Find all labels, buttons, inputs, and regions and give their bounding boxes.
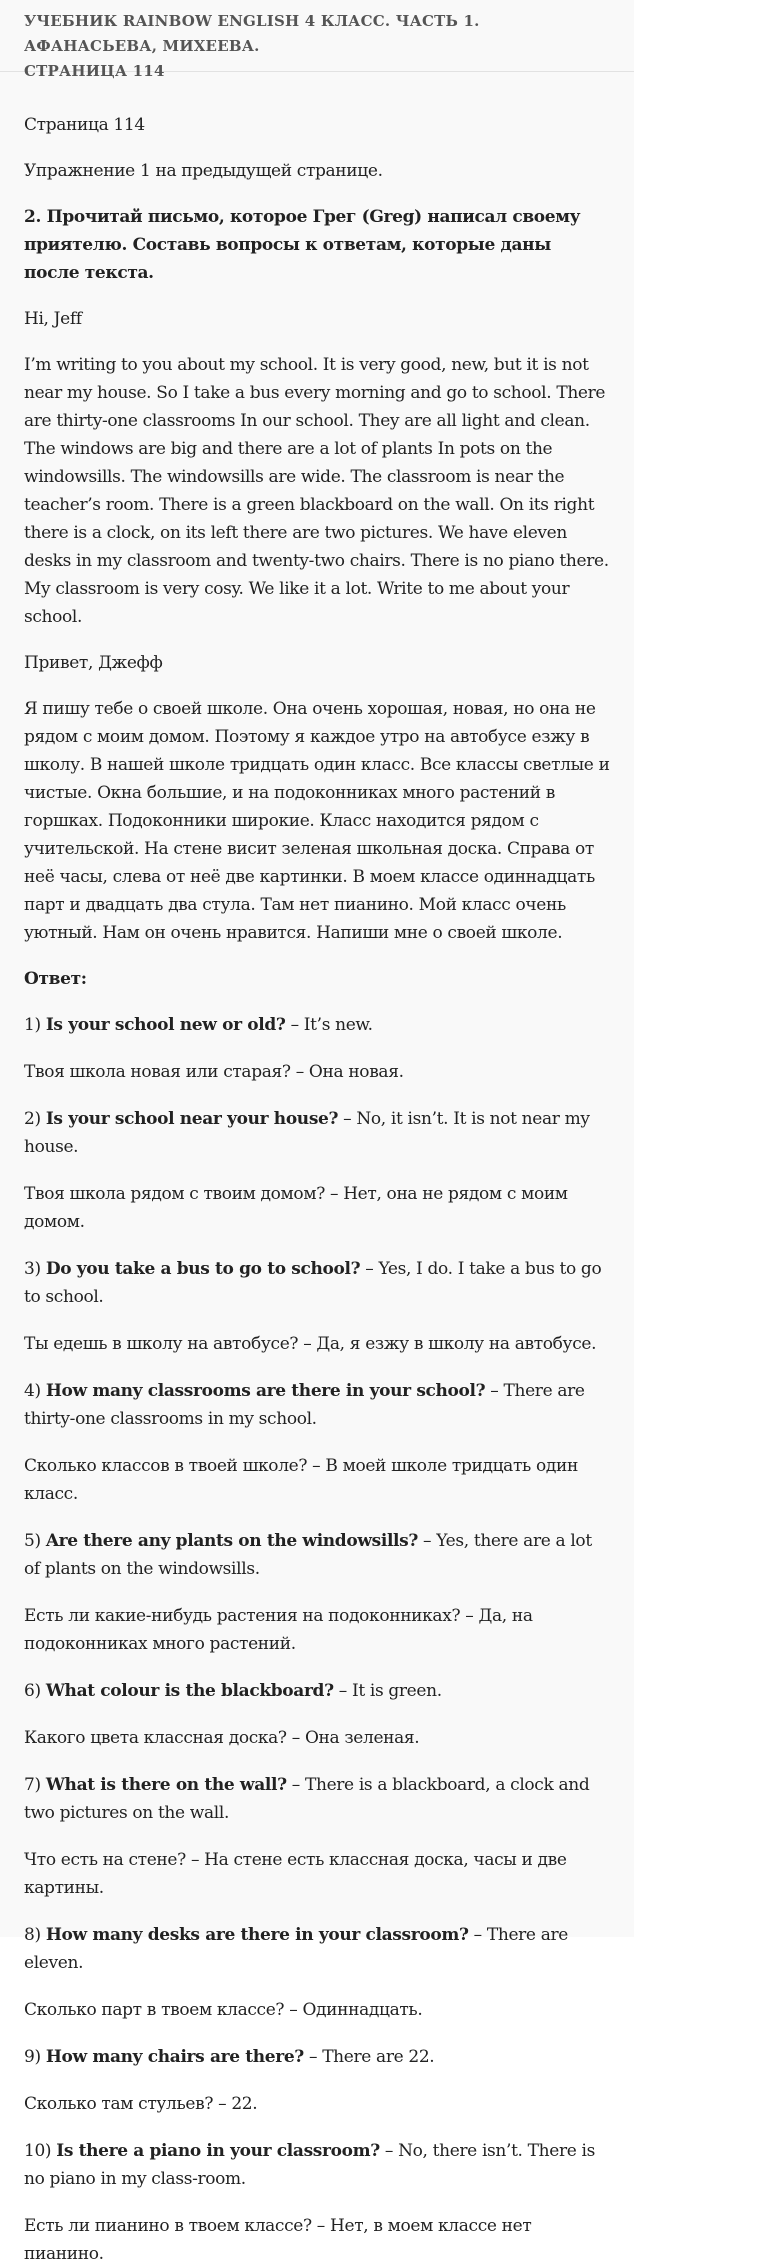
qa-translation-10: Есть ли пианино в твоем классе? – Нет, в моем классе нет пианино. — [24, 2216, 532, 2264]
qa-question-8 — [24, 1921, 610, 1977]
qa-question-2 — [24, 1105, 610, 1161]
qa-number: 4) — [24, 1381, 46, 1401]
page-header — [0, 0, 634, 80]
qa-answer-text: – There are eleven. — [24, 1925, 568, 1973]
qa-answer-text: – It’s new. — [285, 1015, 373, 1035]
qa-answer-text: – There are thirty-one classrooms in my school. — [24, 1381, 585, 1429]
answer-label — [24, 965, 610, 993]
qa-question-text: How many chairs are there? — [45, 2047, 304, 2067]
qa-translation-6: Какого цвета классная доска? – Она зеленая. — [24, 1728, 420, 1748]
translation-greeting: Привет, Джефф — [24, 653, 163, 673]
page-title-line-2: СТРАНИЦА 114 — [24, 62, 165, 80]
qa-translation-9: Сколько там стульев? – 22. — [24, 2094, 258, 2114]
qa-translation-2: Твоя школа рядом с твоим домом? – Нет, она не рядом с моим домом. — [24, 1184, 568, 1232]
qa-question-text: What colour is the blackboard? — [45, 1681, 334, 1701]
qa-answer-text: – No, there isn’t. There is no piano in my class-room. — [24, 2141, 595, 2189]
qa-number: 10) — [24, 2141, 57, 2161]
qa-question-5 — [24, 1527, 610, 1583]
qa-question-3 — [24, 1255, 610, 1311]
qa-answer-text: – No, it isn’t. It is not near my house. — [24, 1109, 590, 1157]
qa-answer-text: – It is green. — [333, 1681, 442, 1701]
qa-translation-4: Сколько классов в твоей школе? – В моей школе тридцать один класс. — [24, 1456, 578, 1504]
letter-greeting: Hi, Jeff — [24, 309, 82, 329]
qa-list — [24, 1011, 610, 2268]
qa-translation-5: Есть ли какие-нибудь растения на подоконниках? – Да, на подоконниках много растений. — [24, 1606, 533, 1654]
qa-question-text: Is your school near your house? — [45, 1109, 339, 1129]
qa-translation-3: Ты едешь в школу на автобусе? – Да, я езжу в школу на автобусе. — [24, 1334, 597, 1354]
task-2-text: 2. Прочитай письмо, которое Грег (Greg) написал своему приятелю. Составь вопросы к ответам, которые даны после текста. — [24, 207, 581, 283]
page-label: Страница 114 — [24, 115, 145, 135]
task-2-instruction — [24, 203, 610, 287]
qa-number: 5) — [24, 1531, 46, 1551]
qa-number: 7) — [24, 1775, 46, 1795]
translation-body: Я пишу тебе о своей школе. Она очень хорошая, новая, но она не рядом с моим домом. Поэтому я каждое утро на автобусе езжу в школу. В нашей школе тридцать один класс. Все классы светлые и чистые. Окна большие, и на подоконниках много растений в горшках. Подоконники широкие. Класс находится рядом с учительской. На стене висит зеленая школьная доска. Справа от неё часы, слева от неё две картинки. В моем классе одиннадцать парт и двадцать два стула. Там нет пианино. Мой класс очень уютный. Нам он очень нравится. Напиши мне о своей школе. — [24, 699, 610, 943]
qa-translation-1: Твоя школа новая или старая? – Она новая. — [24, 1062, 404, 1082]
qa-translation-8: Сколько парт в твоем классе? – Одиннадцать. — [24, 2000, 423, 2020]
page-title-line-1: УЧЕБНИК RAINBOW ENGLISH 4 КЛАСС. ЧАСТЬ 1. АФАНАСЬЕВА, МИХЕЕВА. — [24, 12, 480, 55]
qa-question-6 — [24, 1677, 610, 1705]
qa-question-text: Is your school new or old? — [45, 1015, 286, 1035]
article-content — [0, 72, 634, 2268]
letter-body: I’m writing to you about my school. It is very good, new, but it is not near my house. So I take a bus every morning and go to school. There are thirty-one classrooms In our school. They are all light and clean. The windows are big and there are a lot of plants In pots on the windowsills. The windowsills are wide. The classroom is near the teacher’s room. There is a green blackboard on the wall. On its right there is a clock, on its left there are two pictures. We have eleven desks in my classroom and twenty-two chairs. There is no piano there. My classroom is very cosy. We like it a lot. Write to me about your school. — [24, 355, 609, 627]
qa-question-text: Is there a piano in your classroom? — [56, 2141, 380, 2161]
qa-answer-text: – There are 22. — [303, 2047, 435, 2067]
qa-number: 9) — [24, 2047, 46, 2067]
qa-question-10 — [24, 2137, 610, 2193]
qa-question-text: Do you take a bus to go to school? — [45, 1259, 361, 1279]
qa-question-text: What is there on the wall? — [45, 1775, 287, 1795]
qa-question-7 — [24, 1771, 610, 1827]
exercise-1-note: Упражнение 1 на предыдущей странице. — [24, 161, 383, 181]
qa-number: 8) — [24, 1925, 46, 1945]
qa-question-4 — [24, 1377, 610, 1433]
qa-answer-text: – Yes, there are a lot of plants on the windowsills. — [24, 1531, 592, 1579]
qa-question-text: How many desks are there in your classroom? — [45, 1925, 469, 1945]
qa-number: 2) — [24, 1109, 46, 1129]
qa-number: 1) — [24, 1015, 46, 1035]
qa-question-text: Are there any plants on the windowsills? — [45, 1531, 418, 1551]
qa-answer-text: – There is a blackboard, a clock and two pictures on the wall. — [24, 1775, 590, 1823]
qa-question-9 — [24, 2043, 610, 2071]
qa-translation-7: Что есть на стене? – На стене есть классная доска, часы и две картины. — [24, 1850, 567, 1898]
qa-question-text: How many classrooms are there in your school? — [45, 1381, 486, 1401]
answer-label-text: Ответ: — [24, 969, 87, 989]
qa-number: 3) — [24, 1259, 46, 1279]
qa-number: 6) — [24, 1681, 46, 1701]
qa-answer-text: – Yes, I do. I take a bus to go to school. — [24, 1259, 602, 1307]
qa-question-1 — [24, 1011, 610, 1039]
